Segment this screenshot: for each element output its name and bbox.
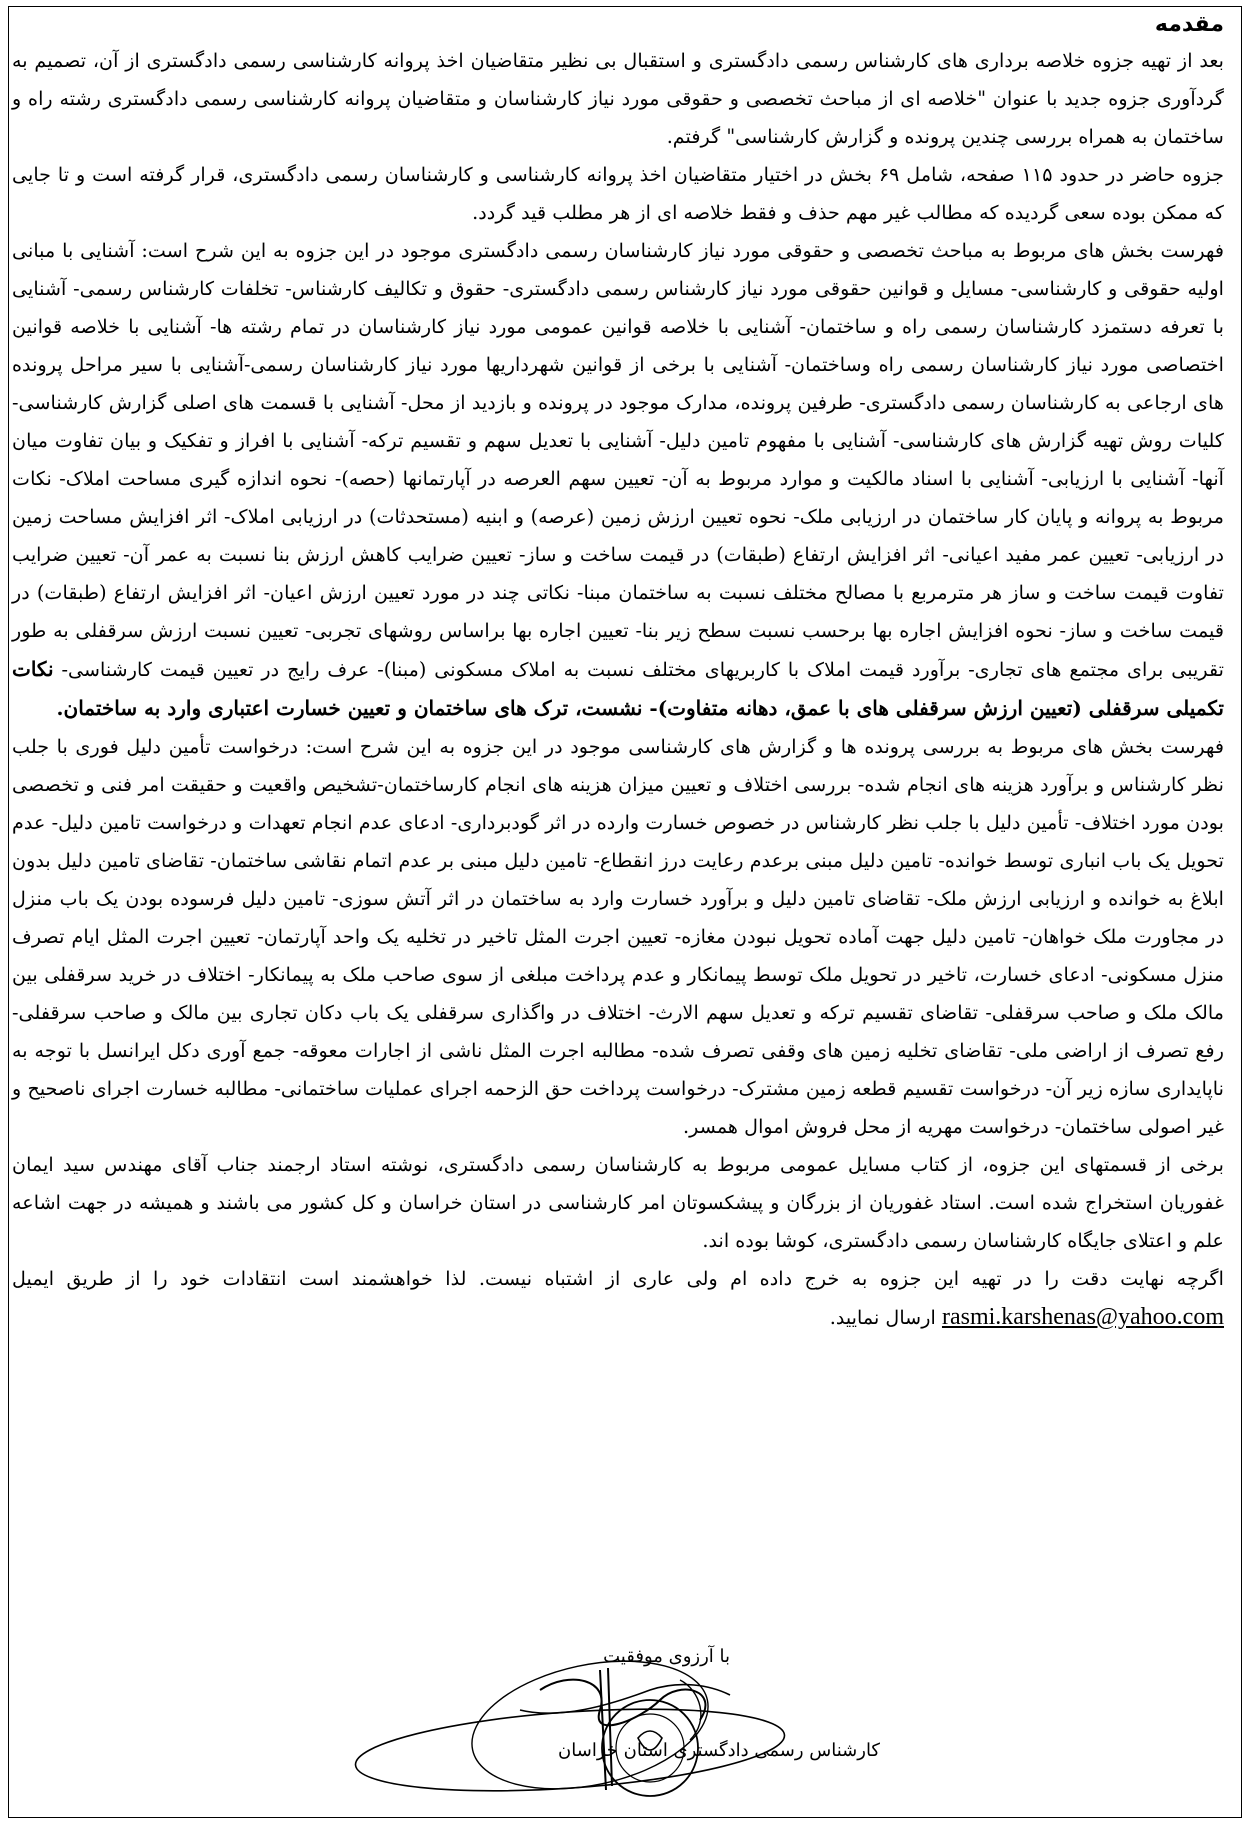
paragraph-scope: جزوه حاضر در حدود ۱۱۵ صفحه، شامل ۶۹ بخش در اختیار متقاضیان اخذ پروانه کارشناسی و کارشناسان رسمی دادگستری، قرار گرفته است و تا جایی که ممکن بوده سعی گردیده که مطالب غیر مهم حذف و فقط خلاصه ای از هر مطلب قید گردد. <box>12 163 1224 224</box>
closing-greeting: با آرزوی موفقیت <box>603 1646 730 1667</box>
topics-list-bold-text: نکات تکمیلی سرقفلی (تعیین ارزش سرقفلی های با عمق، دهانه متفاوت)- نشست، ترک های ساختمان و تعیین خسارت اعتباری وارد به ساختمان. <box>12 657 1224 720</box>
page-title: مقدمه <box>1154 12 1224 37</box>
author-role: کارشناس رسمی دادگستری استان خراسان <box>558 1740 880 1761</box>
feedback-send-text: ارسال نمایید. <box>829 1306 936 1329</box>
paragraph-credits: برخی از قسمتهای این جزوه، از کتاب مسایل عمومی مربوط به کارشناسان رسمی دادگستری، نوشته استاد ارجمند جناب آقای مهندس سید ایمان غفوریان استخراج شده است. استاد غفوریان از بزرگان و پیشکسوتان امر کارشناسی در استان خراسان و کل کشور می باشند و همیشه در جهت اشاعه علم و اعتلای جایگاه کارشناسان رسمی دادگستری، کوشا بوده اند. <box>12 1153 1224 1252</box>
topics-list-text: فهرست بخش های مربوط به مباحث تخصصی و حقوقی مورد نیاز کارشناسان رسمی دادگستری موجود در این جزوه به این شرح است: آشنایی با مبانی اولیه حقوقی و کارشناسی- مسایل و قوانین حقوقی مورد نیاز کارشناس رسمی دادگستری- حقوق و تکالیف کارشناس- تخلفات کارشناس رسمی- آشنایی با تعرفه دستمزد کارشناسان رسمی راه و ساختمان- آشنایی با خلاصه قوانین عمومی مورد نیاز کارشناسان در تمام رشته ها- آشنایی با خلاصه قوانین اختصاصی مورد نیاز کارشناسان رسمی راه وساختمان- آشنایی با برخی از قوانین شهرداریها مورد نیاز کارشناسان رسمی-آشنایی با سیر مراحل پرونده های ارجاعی به کارشناسان رسمی دادگستری- طرفین پرونده، مدارک موجود در پرونده و بازدید از محل- آشنایی با قسمت های اصلی گزارش کارشناسی- کلیات روش تهیه گزارش های کارشناسی- آشنایی با مفهوم تامین دلیل- آشنایی با تعدیل سهم و تقسیم ترکه- آشنایی با افراز و تفکیک و بیان تفاوت میان آنها- آشنایی با ارزیابی- آشنایی با اسناد مالکیت و موارد مربوط به آن- تعیین سهم العرصه در آپارتمانها (حصه)- نحوه اندازه گیری مساحت املاک- نکات مربوط به پروانه و پایان کار ساختمان در ارزیابی ملک- نحوه تعیین ارزش زمین (عرصه) و ابنیه (مستحدثات) در ارزیابی املاک- اثر افزایش مساحت زمین در ارزیابی- تعیین عمر مفید اعیانی- اثر افزایش ارتفاع (طبقات) در قیمت ساخت و ساز- تعیین ضرایب کاهش ارزش بنا نسبت به عمر آن- تعیین ضرایب تفاوت قیمت ساخت و ساز هر مترمربع با مصالح مختلف نسبت به ساختمان مبنا- نکاتی چند در مورد تعیین ارزش اعیان- اثر افزایش ارتفاع (طبقات) در قیمت ساخت و ساز- نحوه افزایش اجاره بها برحسب نسبت سطح زیر بنا- تعیین اجاره بها براساس روشهای تجربی- تعیین نسبت ارزش سرقفلی به طور تقریبی برای مجتمع های تجاری- برآورد قیمت املاک با کاربریهای مختلف نسبت به املاک مسکونی (مبنا)- عرف رایج در تعیین قیمت کارشناسی- <box>12 239 1224 681</box>
paragraph-topics-list <box>12 232 1224 728</box>
paragraph-cases-list: فهرست بخش های مربوط به بررسی پرونده ها و گزارش های کارشناسی موجود در این جزوه به این شرح است: درخواست تأمین دلیل فوری با جلب نظر کارشناس و برآورد هزینه های انجام شده- بررسی اختلاف و تعیین میزان هزینه های انجام کارساختمان-تشخیص واقعیت و حقیقت امر فنی و تخصصی بودن مورد اختلاف- تأمین دلیل با جلب نظر کارشناس در خصوص خسارت وارده در اثر گودبرداری- ادعای عدم انجام تعهدات و درخواست تامین دلیل- عدم تحویل یک باب انباری توسط خوانده- تامین دلیل مبنی برعدم رعایت درز انقطاع- تامین دلیل مبنی بر عدم اتمام نقاشی ساختمان- تقاضای تامین دلیل بدون ابلاغ به خوانده و ارزیابی ارزش ملک- تقاضای تامین دلیل و برآورد خسارت وارد به ساختمان در اثر آتش سوزی- تامین دلیل فرسوده بودن یک باب منزل در مجاورت ملک خواهان- تامین دلیل جهت آماده تحویل نبودن مغازه- تعیین اجرت المثل تاخیر در تخلیه یک واحد آپارتمان- تعیین اجرت المثل ایام تصرف منزل مسکونی- ادعای خسارت، تاخیر در تحویل ملک توسط پیمانکار و عدم پرداخت مبلغی از سوی صاحب ملک به پیمانکار- اختلاف در خرید سرقفلی بین مالک ملک و صاحب سرقفلی- تقاضای تقسیم ترکه و تعدیل سهم الارث- اختلاف در واگذاری سرقفلی یک باب دکان تجاری بین مالک و صاحب سرقفلی- رفع تصرف از اراضی ملی- تقاضای تخلیه زمین های وقفی تصرف شده- مطالبه اجرت المثل ناشی از اجارات معوقه- جمع آوری دکل ایرانسل با توجه به ناپایداری سازه زیر آن- درخواست تقسیم قطعه زمین مشترک- درخواست پرداخت حق الزحمه اجرای عملیات ساختمانی- مطالبه خسارت اجرای ناصحیح و غیر اصولی ساختمان- درخواست مهریه از محل فروش اموال همسر. <box>12 735 1224 1138</box>
closing-block <box>340 1630 900 1810</box>
email-link[interactable]: rasmi.karshenas@yahoo.com <box>941 1304 1224 1330</box>
paragraph-feedback <box>12 1260 1224 1337</box>
paragraph-intro: بعد از تهیه جزوه خلاصه برداری های کارشناس رسمی دادگستری و استقبال بی نظیر متقاضیان اخذ پروانه کارشناسی رسمی دادگستری از آن، تصمیم به گردآوری جزوه جدید با عنوان "خلاصه ای از مباحث تخصصی و حقوقی مورد نیاز کارشناسان و متقاضیان پروانه کارشناسی رسمی دادگستری رشته راه و ساختمان به همراه بررسی چندین پرونده و گزارش کارشناسی" گرفتم. <box>12 49 1224 148</box>
feedback-text: اگرچه نهایت دقت را در تهیه این جزوه به خرج داده ام ولی عاری از اشتباه نیست. لذا خواهشمند است انتقادات خود را از طریق ایمیل <box>12 1267 1224 1290</box>
document-body <box>12 8 1224 1337</box>
